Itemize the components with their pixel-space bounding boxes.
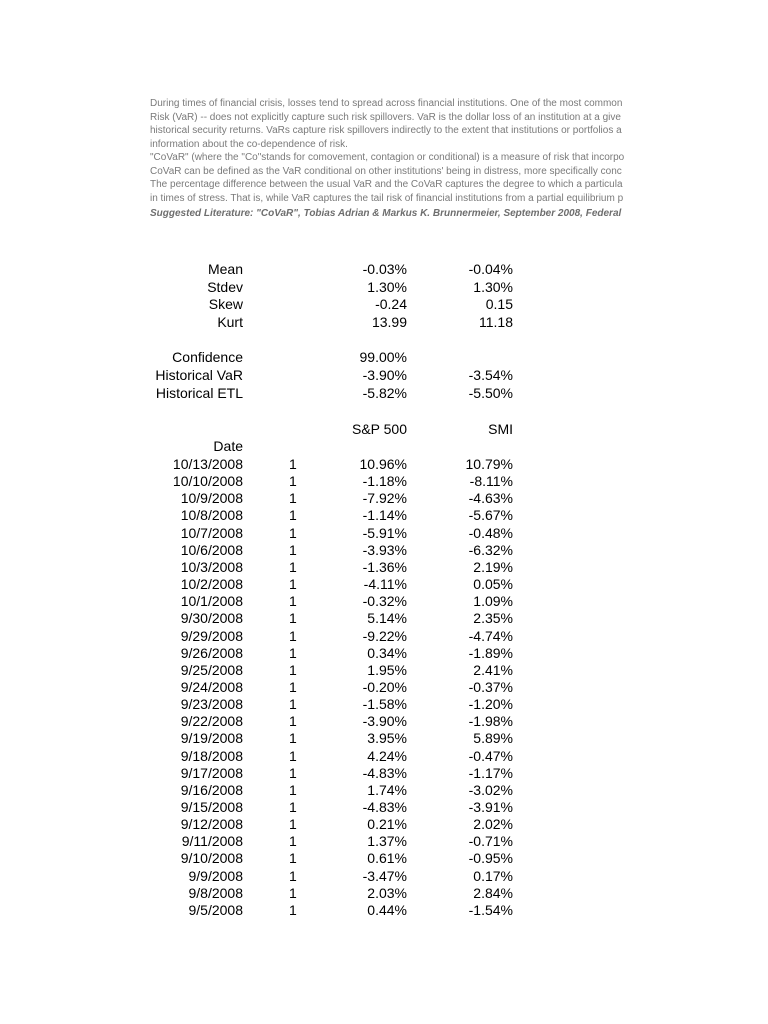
table-row (0, 902, 768, 919)
sp500-return-cell: 3.95% (367, 730, 407, 747)
smi-return-cell: 2.19% (473, 558, 513, 575)
indicator-cell: 1 (289, 541, 297, 558)
date-cell: 9/5/2008 (188, 901, 243, 918)
table-row (0, 645, 768, 662)
stat-sp500-value: 13.99 (371, 313, 407, 330)
date-cell: 10/7/2008 (180, 524, 243, 541)
date-cell: 10/8/2008 (180, 507, 243, 524)
sp500-return-cell: -5.91% (362, 524, 407, 541)
intro-line: CoVaR can be defined as the VaR conditional on other institutions' being in distress, more specifically conc (150, 165, 622, 177)
date-cell: 9/24/2008 (180, 678, 243, 695)
indicator-cell: 1 (289, 627, 297, 644)
smi-return-cell: -1.98% (468, 713, 513, 730)
risk-label: Historical VaR (155, 367, 243, 383)
date-cell: 9/23/2008 (180, 696, 243, 713)
risk-row (0, 349, 768, 366)
date-cell: 10/13/2008 (172, 456, 243, 472)
table-row (0, 456, 768, 473)
indicator-cell: 1 (289, 867, 297, 884)
indicator-cell: 1 (289, 524, 297, 541)
indicator-cell: 1 (289, 799, 297, 815)
indicator-cell: 1 (289, 473, 297, 490)
smi-return-cell: -1.89% (468, 644, 513, 661)
date-cell: 9/29/2008 (180, 627, 243, 644)
date-cell: 9/25/2008 (180, 661, 243, 678)
smi-return-cell: -5.67% (468, 507, 513, 524)
sp500-return-cell: -1.36% (362, 558, 407, 575)
table-row (0, 748, 768, 765)
indicator-cell: 1 (289, 610, 297, 627)
sp500-return-cell: 0.34% (367, 644, 407, 661)
table-row (0, 833, 768, 850)
risk-sp500-value: -5.82% (362, 385, 407, 401)
date-cell: 10/1/2008 (180, 593, 243, 610)
date-cell: 9/8/2008 (188, 884, 243, 901)
intro-line: in times of stress. That is, while VaR captures the tail risk of financial institutions from a partial equilibrium p (150, 192, 624, 204)
smi-return-cell: -0.95% (468, 850, 513, 867)
table-row (0, 525, 768, 542)
stat-label: Stdev (207, 278, 243, 295)
risk-sp500-value: -3.90% (362, 367, 407, 383)
smi-return-cell: -4.63% (468, 490, 513, 507)
intro-line: Risk (VaR) -- does not explicitly capture such risk spillovers. VaR is the dollar loss of an institution at a give (150, 111, 621, 123)
table-row (0, 765, 768, 782)
date-column-header: Date (213, 438, 243, 454)
stat-row (0, 261, 768, 278)
date-cell: 10/3/2008 (180, 558, 243, 575)
smi-return-cell: -6.32% (468, 541, 513, 558)
table-row (0, 816, 768, 833)
sp500-column-header: S&P 500 (351, 421, 407, 437)
smi-return-cell: -8.11% (469, 473, 513, 490)
sp500-return-cell: -1.18% (362, 473, 407, 490)
sp500-return-cell: -4.83% (362, 799, 407, 815)
smi-return-cell: -3.02% (468, 781, 513, 798)
stat-label: Skew (208, 296, 243, 312)
indicator-cell: 1 (289, 781, 297, 798)
date-cell: 9/22/2008 (180, 713, 243, 730)
sp500-return-cell: -0.20% (362, 678, 407, 695)
table-row (0, 868, 768, 885)
indicator-cell: 1 (289, 456, 297, 472)
sp500-return-cell: -1.14% (362, 507, 407, 524)
stat-smi-value: 11.18 (479, 313, 513, 330)
date-cell: 9/11/2008 (181, 833, 243, 850)
indicator-cell: 1 (289, 850, 297, 867)
indicator-cell: 1 (289, 901, 297, 918)
date-cell: 9/26/2008 (180, 644, 243, 661)
smi-return-cell: -0.48% (468, 524, 513, 541)
stat-label: Mean (207, 261, 243, 277)
smi-return-cell: 2.41% (473, 661, 513, 678)
intro-line: During times of financial crisis, losses tend to spread across financial institutions. One of the most common (150, 98, 623, 109)
sp500-return-cell: 0.21% (367, 816, 407, 833)
risk-label: Confidence (172, 349, 243, 365)
stat-sp500-value: 1.30% (367, 278, 407, 295)
indicator-cell: 1 (289, 747, 297, 764)
stat-smi-value: 0.15 (485, 296, 513, 312)
date-cell: 10/6/2008 (180, 541, 243, 558)
risk-row (0, 385, 768, 402)
table-row (0, 610, 768, 627)
smi-return-cell: -1.17% (468, 764, 513, 781)
stat-smi-value: 1.30% (473, 278, 513, 295)
indicator-cell: 1 (289, 507, 297, 524)
indicator-cell: 1 (289, 661, 297, 678)
sp500-return-cell: -4.83% (362, 764, 407, 781)
stat-smi-value: -0.04% (468, 261, 513, 277)
smi-return-cell: -0.37% (468, 678, 513, 695)
intro-line: historical security returns. VaRs capture risk spillovers indirectly to the extent that institutions or portfolios a (150, 125, 622, 136)
smi-return-cell: -1.54% (468, 901, 513, 918)
suggested-literature: Suggested Literature: "CoVaR", Tobias Adrian & Markus K. Brunnermeier, September 2008, Federal (150, 208, 622, 219)
indicator-cell: 1 (289, 884, 297, 901)
table-row (0, 559, 768, 576)
sp500-return-cell: -9.22% (362, 627, 407, 644)
risk-row (0, 367, 768, 384)
date-cell: 9/15/2008 (180, 799, 243, 815)
intro-text (150, 97, 686, 221)
sp500-return-cell: 0.44% (367, 901, 407, 918)
table-row (0, 662, 768, 679)
table-row (0, 850, 768, 867)
date-cell: 9/16/2008 (180, 781, 243, 798)
sp500-return-cell: -3.93% (362, 541, 407, 558)
smi-return-cell: 5.89% (473, 730, 513, 747)
indicator-cell: 1 (289, 833, 297, 850)
column-headers (0, 421, 768, 438)
table-row (0, 885, 768, 902)
smi-return-cell: 10.79% (465, 456, 513, 472)
smi-return-cell: 1.09% (473, 593, 513, 610)
date-cell: 9/17/2008 (180, 764, 243, 781)
smi-column-header: SMI (488, 421, 513, 437)
risk-smi-value: -5.50% (468, 385, 513, 401)
sp500-return-cell: -4.11% (363, 576, 407, 593)
date-cell: 10/2/2008 (180, 576, 243, 593)
risk-sp500-value: 99.00% (359, 349, 407, 365)
date-header-row (0, 438, 768, 455)
table-row (0, 542, 768, 559)
smi-return-cell: 0.05% (473, 576, 513, 593)
sp500-return-cell: 4.24% (367, 747, 407, 764)
sp500-return-cell: 1.37% (367, 833, 407, 850)
sp500-return-cell: 0.61% (367, 850, 407, 867)
smi-return-cell: -1.20% (468, 696, 513, 713)
table-row (0, 507, 768, 524)
indicator-cell: 1 (289, 816, 297, 833)
indicator-cell: 1 (289, 593, 297, 610)
table-row (0, 473, 768, 490)
table-row (0, 713, 768, 730)
smi-return-cell: 2.84% (473, 884, 513, 901)
risk-smi-value: -3.54% (468, 367, 513, 383)
table-row (0, 628, 768, 645)
indicator-cell: 1 (289, 644, 297, 661)
sp500-return-cell: -7.92% (362, 490, 407, 507)
date-cell: 9/10/2008 (180, 850, 243, 867)
indicator-cell: 1 (289, 764, 297, 781)
date-cell: 10/9/2008 (180, 490, 243, 507)
indicator-cell: 1 (289, 558, 297, 575)
risk-label: Historical ETL (155, 385, 243, 401)
indicator-cell: 1 (289, 730, 297, 747)
intro-line: information about the co-dependence of risk. (150, 138, 348, 150)
stat-row (0, 314, 768, 331)
smi-return-cell: -0.71% (468, 833, 513, 850)
date-cell: 9/19/2008 (180, 730, 243, 747)
date-cell: 9/9/2008 (188, 867, 243, 884)
smi-return-cell: 0.17% (473, 867, 513, 884)
date-cell: 10/10/2008 (172, 473, 243, 490)
table-row (0, 696, 768, 713)
sp500-return-cell: -3.90% (362, 713, 407, 730)
indicator-cell: 1 (289, 490, 297, 507)
smi-return-cell: 2.02% (473, 816, 513, 833)
smi-return-cell: -0.47% (468, 747, 513, 764)
indicator-cell: 1 (289, 678, 297, 695)
table-row (0, 593, 768, 610)
stat-sp500-value: -0.03% (362, 261, 407, 277)
sp500-return-cell: -0.32% (362, 593, 407, 610)
sp500-return-cell: 1.95% (367, 661, 407, 678)
sp500-return-cell: 10.96% (359, 456, 407, 472)
smi-return-cell: -4.74% (468, 627, 513, 644)
sp500-return-cell: 2.03% (367, 884, 407, 901)
indicator-cell: 1 (289, 576, 297, 593)
sp500-return-cell: 5.14% (367, 610, 407, 627)
stat-row (0, 279, 768, 296)
smi-return-cell: -3.91% (468, 799, 513, 815)
table-row (0, 799, 768, 816)
intro-line: "CoVaR" (where the "Co"stands for comovement, contagion or conditional) is a measure of risk that incorpo (150, 152, 625, 163)
sp500-return-cell: 1.74% (367, 781, 407, 798)
table-row (0, 730, 768, 747)
smi-return-cell: 2.35% (473, 610, 513, 627)
stat-row (0, 296, 768, 313)
sp500-return-cell: -1.58% (362, 696, 407, 713)
intro-line: The percentage difference between the usual VaR and the CoVaR captures the degree to which a particula (150, 179, 623, 190)
indicator-cell: 1 (289, 696, 297, 713)
date-cell: 9/12/2008 (180, 816, 243, 833)
sp500-return-cell: -3.47% (362, 867, 407, 884)
date-cell: 9/30/2008 (180, 610, 243, 627)
date-cell: 9/18/2008 (180, 747, 243, 764)
stat-sp500-value: -0.24 (375, 296, 407, 312)
table-row (0, 576, 768, 593)
table-row (0, 679, 768, 696)
indicator-cell: 1 (289, 713, 297, 730)
table-row (0, 782, 768, 799)
stat-label: Kurt (217, 313, 243, 330)
table-row (0, 490, 768, 507)
